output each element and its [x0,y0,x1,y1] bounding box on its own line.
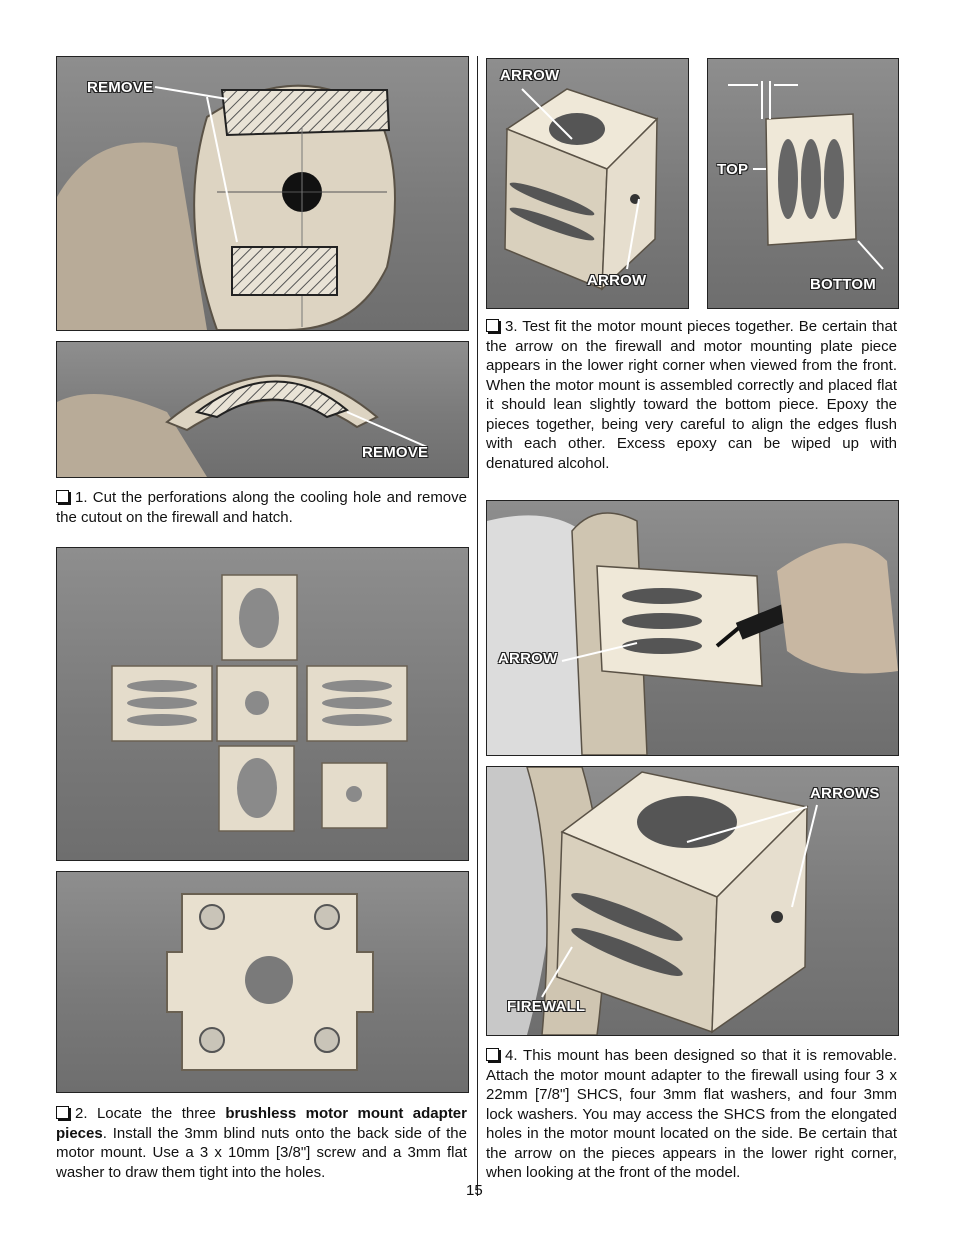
label-firewall: FIREWALL [507,998,586,1015]
photo-side-graphic [708,59,898,308]
checkbox-icon[interactable] [486,319,499,332]
step-2-post: . Install the 3mm blind nuts onto the back side of the motor mount. Use a 3 x 10mm [3/8"] screw and a 3mm flat washer to draw them tight into the holes. [56,1124,467,1181]
label-top: TOP [717,161,749,178]
step-2-pre: 2. Locate the three [75,1105,226,1122]
step-1 [56,488,467,527]
checkbox-icon[interactable] [56,490,69,503]
step-4 [486,1046,897,1183]
photo-motor-mount-pieces [56,547,469,861]
photo-box-graphic [487,59,688,308]
photo-hatch-remove [56,341,469,478]
label-bottom: BOTTOM [810,276,876,293]
label-arrow: ARROW [498,650,558,667]
photo-assembled-mount-arrows [486,58,689,309]
step-3-text: 3. Test fit the motor mount pieces together. Be certain that the arrow on the firewall and motor mounting plate piece appears in the lower right corner when viewed from the front. When the motor mount is assembled correctly and placed flat it should lean slightly toward the bottom piece. Epoxy the pieces together, being very careful to align the edges flush with each other. Excess epoxy can be wiped up with denatured alcohol. [486,318,897,472]
label-remove: REMOVE [87,79,154,96]
step-3 [486,317,897,473]
photo-firewall-graphic [57,57,468,330]
label-arrows: ARROWS [810,785,880,802]
photo-pieces-graphic [57,548,468,860]
photo-side-piece-top-bottom [707,58,899,309]
photo-mount-adapter-blind-nuts [56,871,469,1093]
photo-firewall-screwdriver-graphic [487,501,898,755]
step-1-text: 1. Cut the perforations along the cooling hole and remove the cutout on the firewall and hatch. [56,489,467,526]
photo-firewall-remove [56,56,469,331]
label-arrow: ARROW [587,272,647,289]
column-divider [477,56,478,1196]
step-2 [56,1104,467,1182]
photo-mount-on-firewall-screwdriver [486,500,899,756]
photo-adapter-graphic [57,872,468,1092]
step-4-text: 4. This mount has been designed so that it is removable. Attach the motor mount adapter to the firewall using four 3 x 22mm [7/8"] SHCS, four 3mm flat washers, and four 3mm lock washers. You may access the SHCS from the elongated holes in the motor mount located on the side. Be certain that the arrow on the pieces appears in the lower right corner, when looking at the front of the model. [486,1047,897,1181]
checkbox-icon[interactable] [486,1048,499,1061]
label-arrow: ARROW [500,67,560,84]
photo-firewall-arrows-graphic [487,767,898,1035]
page-number: 15 [466,1182,483,1199]
label-remove: REMOVE [362,444,429,461]
photo-mount-firewall-arrows [486,766,899,1036]
step-2-bold: brushless motor mount adapter pieces [56,1105,467,1142]
checkbox-icon[interactable] [56,1106,69,1119]
